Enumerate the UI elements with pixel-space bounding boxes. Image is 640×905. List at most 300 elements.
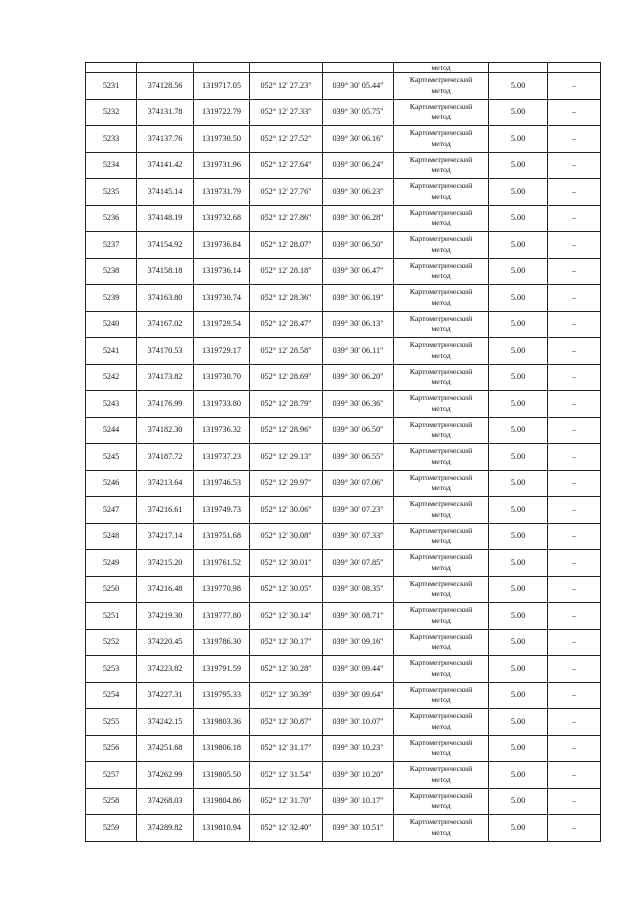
cell-note: – bbox=[548, 470, 601, 497]
cell-point-number: 5241 bbox=[86, 338, 137, 365]
cell-latitude: 052° 12' 27.76" bbox=[250, 179, 323, 206]
cell-y-coordinate: 1319777.80 bbox=[194, 603, 250, 630]
cell-note: – bbox=[548, 815, 601, 842]
cell-latitude: 052° 12' 27.52" bbox=[250, 126, 323, 153]
method-line-2: метод bbox=[431, 271, 451, 281]
cell-method bbox=[394, 470, 489, 497]
cell-method bbox=[394, 258, 489, 285]
cell-point-number: 5240 bbox=[86, 311, 137, 338]
cell-error: 5.00 bbox=[489, 444, 548, 471]
cell-note: – bbox=[548, 311, 601, 338]
cell-point-number: 5234 bbox=[86, 152, 137, 179]
cell-x-coordinate: 374289.82 bbox=[137, 815, 194, 842]
cell-note: – bbox=[548, 285, 601, 312]
cell-error: 5.00 bbox=[489, 232, 548, 259]
cell-x-coordinate: 374173.82 bbox=[137, 364, 194, 391]
method-line-1: Картометрический bbox=[409, 711, 473, 721]
coordinates-table bbox=[85, 62, 601, 842]
cell-longitude: 039° 30' 06.20" bbox=[323, 364, 394, 391]
method-line-2: метод bbox=[431, 350, 451, 360]
cell-y-coordinate: 1319795.33 bbox=[194, 682, 250, 709]
cell-method bbox=[394, 73, 489, 100]
cell-point-number: 5237 bbox=[86, 232, 137, 259]
cell-method bbox=[394, 762, 489, 789]
cell-longitude: 039° 30' 07.06" bbox=[323, 470, 394, 497]
table-row bbox=[86, 629, 601, 656]
cell-y-coordinate: 1319722.79 bbox=[194, 99, 250, 126]
cell-latitude: 052° 12' 30.28" bbox=[250, 656, 323, 683]
cell-x-coordinate: 374170.53 bbox=[137, 338, 194, 365]
cell-latitude: 052° 12' 28.36" bbox=[250, 285, 323, 312]
cell-method bbox=[394, 603, 489, 630]
cell-longitude: 039° 30' 07.33" bbox=[323, 523, 394, 550]
cell-latitude: 052° 12' 28.58" bbox=[250, 338, 323, 365]
method-line-1: Картометрический bbox=[409, 525, 473, 535]
cell-note: – bbox=[548, 417, 601, 444]
table-row bbox=[86, 470, 601, 497]
cell-error: 5.00 bbox=[489, 735, 548, 762]
cell-note: – bbox=[548, 735, 601, 762]
method-line-1: Картометрический bbox=[409, 817, 473, 827]
document-page bbox=[85, 62, 600, 842]
cell-note: – bbox=[548, 338, 601, 365]
cell-x-coordinate: 374227.31 bbox=[137, 682, 194, 709]
cell-error: 5.00 bbox=[489, 73, 548, 100]
table-row bbox=[86, 152, 601, 179]
cell-method bbox=[394, 391, 489, 418]
cell-note: – bbox=[548, 497, 601, 524]
cell-longitude: 039° 30' 06.50" bbox=[323, 232, 394, 259]
cell-method bbox=[394, 709, 489, 736]
cell-note: – bbox=[548, 391, 601, 418]
cell-longitude: 039° 30' 05.75" bbox=[323, 99, 394, 126]
cell-method bbox=[394, 338, 489, 365]
cell-error: 5.00 bbox=[489, 99, 548, 126]
cell-method bbox=[394, 179, 489, 206]
method-line-2: метод bbox=[431, 774, 451, 784]
cell-method bbox=[394, 550, 489, 577]
method-line-2: метод bbox=[431, 509, 451, 519]
cell-longitude: 039° 30' 05.44" bbox=[323, 73, 394, 100]
cell-x-coordinate: 374216.48 bbox=[137, 576, 194, 603]
cell-note: – bbox=[548, 788, 601, 815]
cell-y-coordinate: 1319717.05 bbox=[194, 73, 250, 100]
cell-x-coordinate: 374216.61 bbox=[137, 497, 194, 524]
cell-y-coordinate: 1319751.68 bbox=[194, 523, 250, 550]
table-row bbox=[86, 788, 601, 815]
cell-error: 5.00 bbox=[489, 311, 548, 338]
cell-note: – bbox=[548, 258, 601, 285]
method-line-1: Картометрический bbox=[409, 154, 473, 164]
cell-method bbox=[394, 815, 489, 842]
cell-point-number: 5249 bbox=[86, 550, 137, 577]
cell-latitude: 052° 12' 32.40" bbox=[250, 815, 323, 842]
table-row bbox=[86, 364, 601, 391]
cell-x-coordinate: 374128.56 bbox=[137, 73, 194, 100]
table-row bbox=[86, 550, 601, 577]
cell-x-coordinate: 374215.20 bbox=[137, 550, 194, 577]
cell-method bbox=[394, 232, 489, 259]
method-line-1: Картометрический bbox=[409, 790, 473, 800]
cell-point-number: 5255 bbox=[86, 709, 137, 736]
table-row bbox=[86, 417, 601, 444]
cell-x-coordinate: 374137.76 bbox=[137, 126, 194, 153]
cell-empty bbox=[137, 63, 194, 73]
cell-latitude: 052° 12' 30.08" bbox=[250, 523, 323, 550]
method-line-1: Картометрический bbox=[409, 287, 473, 297]
cell-y-coordinate: 1319749.73 bbox=[194, 497, 250, 524]
cell-longitude: 039° 30' 06.11" bbox=[323, 338, 394, 365]
cell-note: – bbox=[548, 99, 601, 126]
cell-y-coordinate: 1319733.80 bbox=[194, 391, 250, 418]
cell-method bbox=[394, 205, 489, 232]
cell-y-coordinate: 1319803.36 bbox=[194, 709, 250, 736]
cell-note: – bbox=[548, 762, 601, 789]
cell-note: – bbox=[548, 179, 601, 206]
method-line-1: Картометрический bbox=[409, 552, 473, 562]
table-row bbox=[86, 179, 601, 206]
cell-x-coordinate: 374262.99 bbox=[137, 762, 194, 789]
table-row bbox=[86, 99, 601, 126]
table-row bbox=[86, 391, 601, 418]
cell-longitude: 039° 30' 07.23" bbox=[323, 497, 394, 524]
table-body bbox=[86, 63, 601, 842]
cell-method bbox=[394, 629, 489, 656]
method-line-1: Картометрический bbox=[409, 366, 473, 376]
cell-error: 5.00 bbox=[489, 788, 548, 815]
cell-method bbox=[394, 444, 489, 471]
method-line-2: метод bbox=[431, 324, 451, 334]
method-line-2: метод bbox=[431, 668, 451, 678]
method-line-2: метод bbox=[431, 589, 451, 599]
cell-latitude: 052° 12' 28.69" bbox=[250, 364, 323, 391]
cell-y-coordinate: 1319810.94 bbox=[194, 815, 250, 842]
cell-point-number: 5248 bbox=[86, 523, 137, 550]
cell-latitude: 052° 12' 28.07" bbox=[250, 232, 323, 259]
cell-longitude: 039° 30' 10.17" bbox=[323, 788, 394, 815]
cell-y-coordinate: 1319731.79 bbox=[194, 179, 250, 206]
cell-error: 5.00 bbox=[489, 709, 548, 736]
cell-note: – bbox=[548, 603, 601, 630]
cell-longitude: 039° 30' 06.23" bbox=[323, 179, 394, 206]
cell-note: – bbox=[548, 364, 601, 391]
cell-x-coordinate: 374158.18 bbox=[137, 258, 194, 285]
cell-point-number: 5239 bbox=[86, 285, 137, 312]
table-row bbox=[86, 126, 601, 153]
method-line-1: Картометрический bbox=[409, 472, 473, 482]
cell-method bbox=[394, 576, 489, 603]
cell-y-coordinate: 1319729.54 bbox=[194, 311, 250, 338]
cell-longitude: 039° 30' 09.44" bbox=[323, 656, 394, 683]
cell-point-number: 5259 bbox=[86, 815, 137, 842]
table-row bbox=[86, 656, 601, 683]
cell-latitude: 052° 12' 27.64" bbox=[250, 152, 323, 179]
cell-latitude: 052° 12' 30.14" bbox=[250, 603, 323, 630]
cell-error: 5.00 bbox=[489, 470, 548, 497]
cell-y-coordinate: 1319804.86 bbox=[194, 788, 250, 815]
table-row bbox=[86, 232, 601, 259]
cell-latitude: 052° 12' 31.17" bbox=[250, 735, 323, 762]
cell-point-number: 5256 bbox=[86, 735, 137, 762]
cell-error: 5.00 bbox=[489, 179, 548, 206]
cell-x-coordinate: 374141.42 bbox=[137, 152, 194, 179]
cell-note: – bbox=[548, 152, 601, 179]
cell-point-number: 5236 bbox=[86, 205, 137, 232]
method-line-2: метод bbox=[431, 112, 451, 122]
cell-point-number: 5251 bbox=[86, 603, 137, 630]
cell-longitude: 039° 30' 06.36" bbox=[323, 391, 394, 418]
cell-latitude: 052° 12' 31.54" bbox=[250, 762, 323, 789]
method-line-1: Картометрический bbox=[409, 684, 473, 694]
cell-note: – bbox=[548, 205, 601, 232]
method-line-2: метод bbox=[431, 244, 451, 254]
cell-y-coordinate: 1319737.23 bbox=[194, 444, 250, 471]
method-line-2: метод bbox=[431, 218, 451, 228]
cell-point-number: 5257 bbox=[86, 762, 137, 789]
method-line-2: метод bbox=[431, 430, 451, 440]
cell-method bbox=[394, 311, 489, 338]
cell-longitude: 039° 30' 06.13" bbox=[323, 311, 394, 338]
method-line-1: Картометрический bbox=[409, 393, 473, 403]
cell-error: 5.00 bbox=[489, 497, 548, 524]
method-line-2: метод bbox=[431, 615, 451, 625]
method-line-2: метод bbox=[431, 456, 451, 466]
cell-x-coordinate: 374217.14 bbox=[137, 523, 194, 550]
cell-error: 5.00 bbox=[489, 815, 548, 842]
cell-x-coordinate: 374219.30 bbox=[137, 603, 194, 630]
cell-point-number: 5243 bbox=[86, 391, 137, 418]
cell-x-coordinate: 374187.72 bbox=[137, 444, 194, 471]
cell-x-coordinate: 374251.68 bbox=[137, 735, 194, 762]
cell-y-coordinate: 1319736.14 bbox=[194, 258, 250, 285]
cell-empty bbox=[194, 63, 250, 73]
cell-y-coordinate: 1319730.74 bbox=[194, 285, 250, 312]
method-line-1: Картометрический bbox=[409, 499, 473, 509]
method-line-1: Картометрический bbox=[409, 658, 473, 668]
table-row bbox=[86, 258, 601, 285]
cell-longitude: 039° 30' 07.85" bbox=[323, 550, 394, 577]
method-line-1: Картометрический bbox=[409, 234, 473, 244]
cell-point-number: 5254 bbox=[86, 682, 137, 709]
table-row bbox=[86, 709, 601, 736]
table-row bbox=[86, 73, 601, 100]
cell-note: – bbox=[548, 550, 601, 577]
cell-x-coordinate: 374242.15 bbox=[137, 709, 194, 736]
cell-note: – bbox=[548, 73, 601, 100]
table-row bbox=[86, 338, 601, 365]
cell-error: 5.00 bbox=[489, 364, 548, 391]
cell-x-coordinate: 374145.14 bbox=[137, 179, 194, 206]
cell-error: 5.00 bbox=[489, 550, 548, 577]
table-row bbox=[86, 815, 601, 842]
cell-error: 5.00 bbox=[489, 656, 548, 683]
cell-longitude: 039° 30' 06.28" bbox=[323, 205, 394, 232]
cell-latitude: 052° 12' 29.97" bbox=[250, 470, 323, 497]
method-line-1: Картометрический bbox=[409, 737, 473, 747]
cell-point-number: 5247 bbox=[86, 497, 137, 524]
cell-method bbox=[394, 99, 489, 126]
method-line-1: Картометрический bbox=[409, 181, 473, 191]
method-line-1: Картометрический bbox=[409, 419, 473, 429]
cell-error: 5.00 bbox=[489, 391, 548, 418]
cell-error: 5.00 bbox=[489, 762, 548, 789]
cell-method bbox=[394, 152, 489, 179]
cell-latitude: 052° 12' 27.86" bbox=[250, 205, 323, 232]
cell-latitude: 052° 12' 30.01" bbox=[250, 550, 323, 577]
cell-point-number: 5242 bbox=[86, 364, 137, 391]
cell-error: 5.00 bbox=[489, 682, 548, 709]
cell-latitude: 052° 12' 28.18" bbox=[250, 258, 323, 285]
cell-y-coordinate: 1319791.59 bbox=[194, 656, 250, 683]
cell-x-coordinate: 374220.45 bbox=[137, 629, 194, 656]
method-line-2: метод bbox=[431, 695, 451, 705]
cell-longitude: 039° 30' 06.24" bbox=[323, 152, 394, 179]
cell-error: 5.00 bbox=[489, 576, 548, 603]
cell-latitude: 052° 12' 28.47" bbox=[250, 311, 323, 338]
cell-latitude: 052° 12' 31.70" bbox=[250, 788, 323, 815]
cell-point-number: 5238 bbox=[86, 258, 137, 285]
cell-x-coordinate: 374223.82 bbox=[137, 656, 194, 683]
table-row bbox=[86, 762, 601, 789]
cell-note: – bbox=[548, 682, 601, 709]
cell-note: – bbox=[548, 523, 601, 550]
cell-y-coordinate: 1319729.17 bbox=[194, 338, 250, 365]
method-line-2: метод bbox=[431, 801, 451, 811]
cell-note: – bbox=[548, 709, 601, 736]
cell-error: 5.00 bbox=[489, 338, 548, 365]
cell-error: 5.00 bbox=[489, 629, 548, 656]
cell-empty bbox=[250, 63, 323, 73]
cell-x-coordinate: 374176.99 bbox=[137, 391, 194, 418]
method-line-1: Картометрический bbox=[409, 631, 473, 641]
cell-x-coordinate: 374131.78 bbox=[137, 99, 194, 126]
method-line-2: метод bbox=[431, 297, 451, 307]
cell-method-continued: метод bbox=[394, 63, 489, 73]
cell-error: 5.00 bbox=[489, 417, 548, 444]
table-row bbox=[86, 603, 601, 630]
cell-method bbox=[394, 126, 489, 153]
cell-method bbox=[394, 788, 489, 815]
method-line-1: Картометрический bbox=[409, 313, 473, 323]
cell-longitude: 039° 30' 06.55" bbox=[323, 444, 394, 471]
cell-note: – bbox=[548, 656, 601, 683]
table-row bbox=[86, 682, 601, 709]
cell-longitude: 039° 30' 09.16" bbox=[323, 629, 394, 656]
cell-point-number: 5233 bbox=[86, 126, 137, 153]
cell-y-coordinate: 1319731.96 bbox=[194, 152, 250, 179]
cell-latitude: 052° 12' 29.13" bbox=[250, 444, 323, 471]
cell-latitude: 052° 12' 28.96" bbox=[250, 417, 323, 444]
method-line-1: Картометрический bbox=[409, 764, 473, 774]
cell-x-coordinate: 374213.64 bbox=[137, 470, 194, 497]
cell-point-number: 5235 bbox=[86, 179, 137, 206]
table-row bbox=[86, 497, 601, 524]
method-line-1: Картометрический bbox=[409, 128, 473, 138]
method-line-2: метод bbox=[431, 536, 451, 546]
cell-longitude: 039° 30' 10.51" bbox=[323, 815, 394, 842]
table-row bbox=[86, 311, 601, 338]
method-line-1: Картометрический bbox=[409, 578, 473, 588]
cell-longitude: 039° 30' 10.23" bbox=[323, 735, 394, 762]
method-line-1: Картометрический bbox=[409, 207, 473, 217]
cell-x-coordinate: 374182.30 bbox=[137, 417, 194, 444]
cell-point-number: 5232 bbox=[86, 99, 137, 126]
cell-longitude: 039° 30' 09.64" bbox=[323, 682, 394, 709]
cell-error: 5.00 bbox=[489, 523, 548, 550]
method-line-2: метод bbox=[431, 562, 451, 572]
cell-y-coordinate: 1319805.50 bbox=[194, 762, 250, 789]
cell-error: 5.00 bbox=[489, 205, 548, 232]
cell-x-coordinate: 374163.80 bbox=[137, 285, 194, 312]
cell-y-coordinate: 1319786.30 bbox=[194, 629, 250, 656]
method-line-1: Картометрический bbox=[409, 446, 473, 456]
cell-error: 5.00 bbox=[489, 126, 548, 153]
cell-x-coordinate: 374148.19 bbox=[137, 205, 194, 232]
cell-y-coordinate: 1319736.32 bbox=[194, 417, 250, 444]
table-row bbox=[86, 523, 601, 550]
cell-longitude: 039° 30' 10.07" bbox=[323, 709, 394, 736]
cell-y-coordinate: 1319736.84 bbox=[194, 232, 250, 259]
cell-latitude: 052° 12' 28.79" bbox=[250, 391, 323, 418]
method-line-2: метод bbox=[431, 748, 451, 758]
cell-x-coordinate: 374154.92 bbox=[137, 232, 194, 259]
cell-note: – bbox=[548, 232, 601, 259]
cell-latitude: 052° 12' 27.23" bbox=[250, 73, 323, 100]
cell-point-number: 5231 bbox=[86, 73, 137, 100]
table-row bbox=[86, 735, 601, 762]
cell-latitude: 052° 12' 27.33" bbox=[250, 99, 323, 126]
cell-method bbox=[394, 735, 489, 762]
cell-longitude: 039° 30' 06.50" bbox=[323, 417, 394, 444]
cell-y-coordinate: 1319770.98 bbox=[194, 576, 250, 603]
cell-point-number: 5244 bbox=[86, 417, 137, 444]
cell-latitude: 052° 12' 30.17" bbox=[250, 629, 323, 656]
table-row bbox=[86, 444, 601, 471]
method-line-2: метод bbox=[431, 138, 451, 148]
cell-point-number: 5246 bbox=[86, 470, 137, 497]
cell-note: – bbox=[548, 444, 601, 471]
cell-error: 5.00 bbox=[489, 258, 548, 285]
cell-point-number: 5258 bbox=[86, 788, 137, 815]
method-line-2: метод bbox=[431, 721, 451, 731]
method-line-2: метод bbox=[431, 403, 451, 413]
cell-note: – bbox=[548, 576, 601, 603]
cell-method bbox=[394, 285, 489, 312]
cell-point-number: 5245 bbox=[86, 444, 137, 471]
cell-note: – bbox=[548, 629, 601, 656]
table-row bbox=[86, 285, 601, 312]
method-line-2: метод bbox=[431, 642, 451, 652]
cell-error: 5.00 bbox=[489, 603, 548, 630]
cell-method bbox=[394, 682, 489, 709]
table-row bbox=[86, 576, 601, 603]
cell-error: 5.00 bbox=[489, 152, 548, 179]
cell-method bbox=[394, 364, 489, 391]
method-line-1: Картометрический bbox=[409, 75, 473, 85]
method-line-2: метод bbox=[431, 85, 451, 95]
cell-y-coordinate: 1319746.53 bbox=[194, 470, 250, 497]
method-line-1: Картометрический bbox=[409, 101, 473, 111]
cell-y-coordinate: 1319730.70 bbox=[194, 364, 250, 391]
cell-note: – bbox=[548, 126, 601, 153]
method-line-1: Картометрический bbox=[409, 260, 473, 270]
cell-latitude: 052° 12' 30.06" bbox=[250, 497, 323, 524]
method-line-2: метод bbox=[431, 165, 451, 175]
cell-point-number: 5253 bbox=[86, 656, 137, 683]
cell-empty bbox=[489, 63, 548, 73]
cell-latitude: 052° 12' 30.39" bbox=[250, 682, 323, 709]
table-row bbox=[86, 205, 601, 232]
